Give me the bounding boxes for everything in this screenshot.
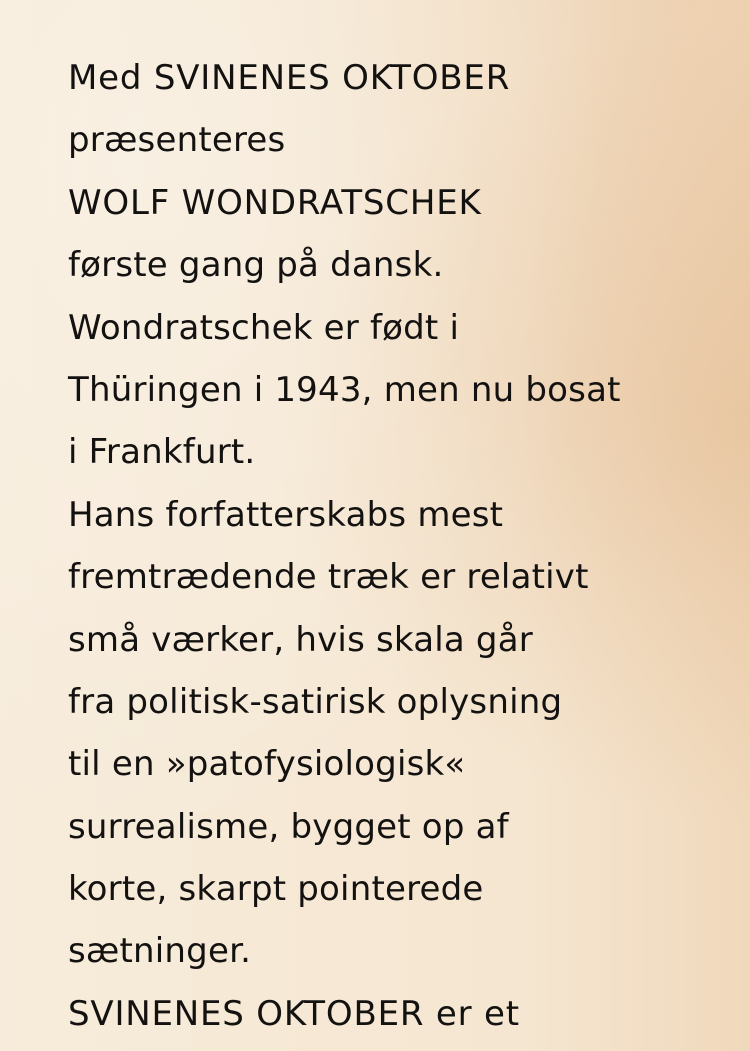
text-line-9: fremtrædende træk er relativt xyxy=(68,557,589,598)
text-line-6: Thüringen i 1943, men nu bosat xyxy=(68,369,621,410)
text-line-2: præsenteres xyxy=(68,120,286,161)
text-line-5: Wondratschek er født i xyxy=(68,307,460,348)
text-line-3: WOLF WONDRATSCHEK xyxy=(68,182,482,223)
text-line-10: små værker, hvis skala går xyxy=(68,619,533,660)
text-line-16: SVINENES OKTOBER er et xyxy=(68,993,520,1034)
text-line-12: til en »patofysiologisk« xyxy=(68,744,466,785)
body-text xyxy=(68,47,738,1045)
text-line-15: sætninger. xyxy=(68,931,252,972)
text-line-11: fra politisk-satirisk oplysning xyxy=(68,681,563,722)
text-line-1: Med SVINENES OKTOBER xyxy=(68,58,511,98)
text-line-7: i Frankfurt. xyxy=(68,432,256,473)
text-line-13: surrealisme, bygget op af xyxy=(68,806,509,847)
text-line-8: Hans forfatterskabs mest xyxy=(68,494,504,535)
text-line-4: første gang på dansk. xyxy=(68,245,444,286)
text-line-14: korte, skarpt pointerede xyxy=(68,869,484,910)
